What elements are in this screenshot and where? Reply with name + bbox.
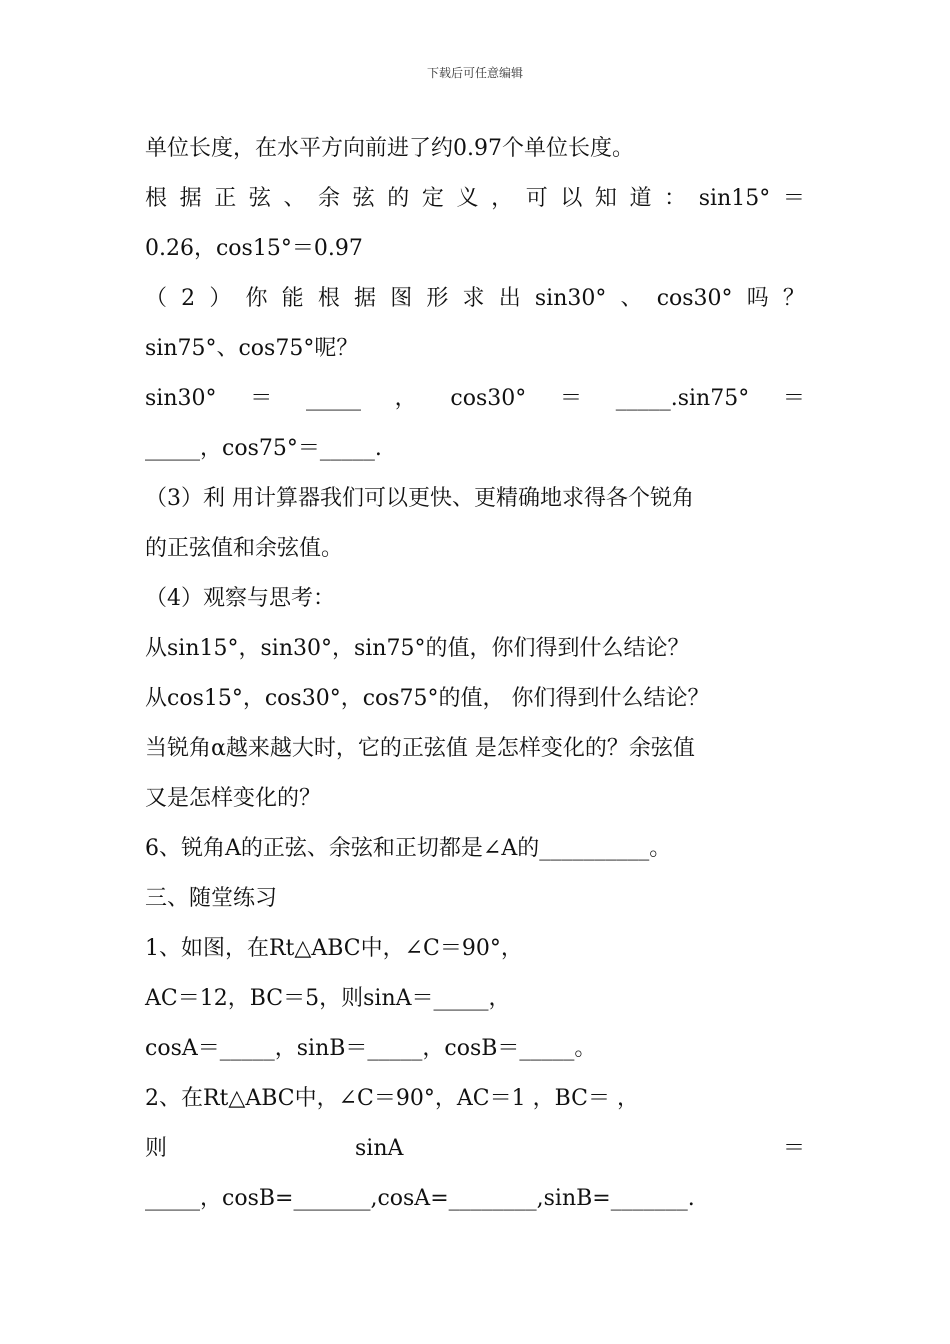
text-line-15: 6、锐角A的正弦、余弦和正切都是∠A的__________。 <box>145 836 672 861</box>
text-line-10: （4）观察与思考： <box>145 586 335 611</box>
text-line-2 <box>145 184 805 214</box>
text-line-6 <box>145 384 805 414</box>
text-token: 余 <box>318 186 341 211</box>
text-token: 据 <box>179 186 202 211</box>
section-heading: 三、随堂练习 <box>145 886 278 911</box>
text-token: 正 <box>214 186 237 211</box>
text-token: （ <box>145 286 168 311</box>
text-token: 出 <box>498 286 521 311</box>
text-line-13: 当锐角α越来越大时，它的正弦值 是怎样变化的？余弦值 <box>145 736 695 761</box>
text-token: ＝ <box>559 386 582 411</box>
text-token: ： <box>664 186 687 211</box>
text-line-20: 2、在Rt△ABC中，∠C＝90°，AC＝1 ，BC＝ ， <box>145 1086 639 1111</box>
text-token: cos30° <box>450 386 527 411</box>
text-line-5: sin75°、cos75°呢？ <box>145 336 359 361</box>
text-token: _____.sin75° <box>615 386 750 411</box>
text-token: 可 <box>525 186 548 211</box>
text-token: 根 <box>145 186 168 211</box>
text-token: 、 <box>620 286 643 311</box>
text-token: 弦 <box>352 186 375 211</box>
text-token: 的 <box>387 186 410 211</box>
text-token: 道 <box>629 186 652 211</box>
text-line-7: _____，cos75°＝_____. <box>145 436 382 461</box>
text-line-4 <box>145 284 805 314</box>
text-token: 形 <box>426 286 449 311</box>
text-token: 、 <box>283 186 306 211</box>
text-token: 据 <box>354 286 377 311</box>
text-token: sin30° <box>145 386 217 411</box>
text-token: 2 <box>181 286 196 311</box>
page-header: 下载后可任意编辑 <box>426 66 523 80</box>
text-token: ＝ <box>782 386 805 411</box>
text-token: 义 <box>456 186 479 211</box>
text-token: 知 <box>594 186 617 211</box>
text-token: ＝ <box>782 1136 805 1161</box>
text-token: sinA <box>355 1136 404 1161</box>
text-token: 吗 <box>746 286 769 311</box>
text-line-17: 1、如图，在Rt△ABC中，∠C＝90°， <box>145 936 523 961</box>
text-token: ， <box>394 386 417 411</box>
text-token: ＝ <box>782 186 805 211</box>
text-token: 定 <box>421 186 444 211</box>
text-line-12: 从cos15°，cos30°，cos75°的值， 你们得到什么结论？ <box>145 686 710 711</box>
text-line-3: 0.26，cos15°＝0.97 <box>145 236 363 261</box>
text-token: sin15° <box>698 186 771 211</box>
text-token: 根 <box>317 286 340 311</box>
text-token: 图 <box>390 286 413 311</box>
text-token: ？ <box>782 286 805 311</box>
text-line-22: _____，cosB=_______,cosA=________,sinB=_______. <box>145 1186 695 1211</box>
text-line-8: （3）利 用计算器我们可以更快、更精确地求得各个锐角 <box>145 486 694 511</box>
text-token: 以 <box>560 186 583 211</box>
text-token: 能 <box>281 286 304 311</box>
text-token: 求 <box>462 286 485 311</box>
text-token: ＝ <box>250 386 273 411</box>
text-line-9: 的正弦值和余弦值。 <box>145 536 344 561</box>
text-token: cos30° <box>656 286 733 311</box>
text-token: sin30° <box>534 286 607 311</box>
blank-token: _____ <box>305 386 361 411</box>
text-line-18: AC＝12，BC＝5，则sinA＝_____， <box>145 986 511 1011</box>
text-token: ） <box>209 286 232 311</box>
text-token: ， <box>491 186 514 211</box>
text-token: 则 <box>145 1136 168 1161</box>
text-line-14: 又是怎样变化的？ <box>145 786 322 811</box>
text-line-19: cosA＝_____，sinB＝_____，cosB＝_____。 <box>145 1036 597 1061</box>
text-token: 弦 <box>248 186 271 211</box>
text-line-1: 单位长度，在水平方向前进了约0.97个单位长度。 <box>145 136 634 161</box>
text-line-11: 从sin15°，sin30°，sin75°的值，你们得到什么结论？ <box>145 636 690 661</box>
text-token: 你 <box>245 286 268 311</box>
